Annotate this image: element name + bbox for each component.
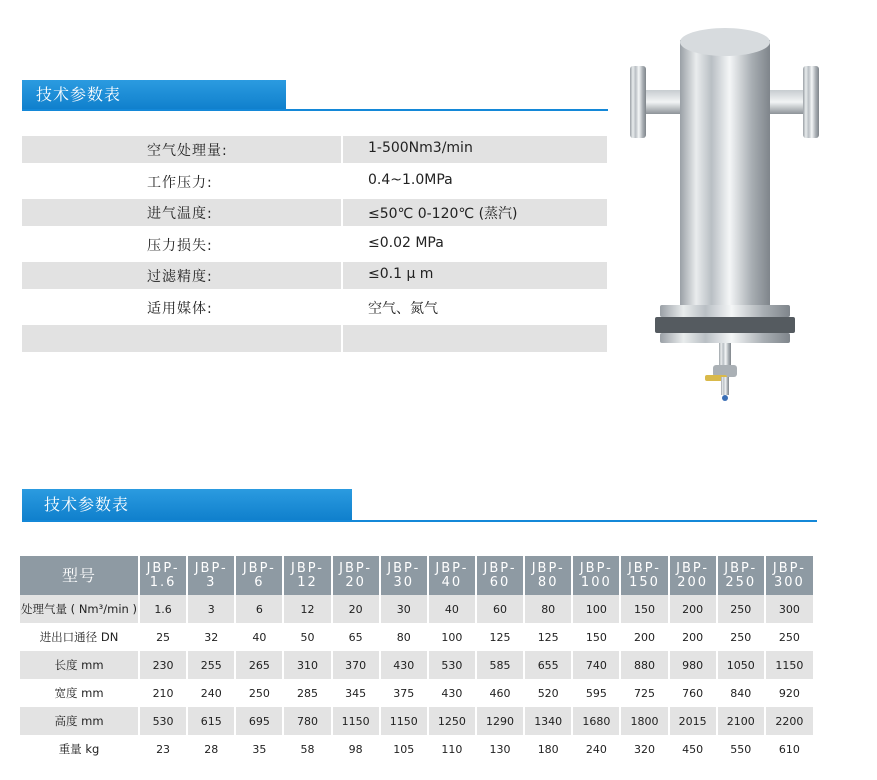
spec-label: 压力损失: <box>147 237 213 254</box>
table-cell: 230 <box>139 651 187 679</box>
table-cell: 740 <box>572 651 620 679</box>
row-label: 长度 mm <box>20 651 139 679</box>
table-cell: 150 <box>620 595 668 623</box>
model-header-cell: JBP- 300 <box>765 556 813 595</box>
spec-value: ≤50℃ 0-120℃ (蒸汽) <box>368 206 518 222</box>
table-cell: 1290 <box>476 707 524 735</box>
filter-product-image <box>625 20 825 405</box>
table-cell: 180 <box>524 735 572 763</box>
table-cell: 595 <box>572 679 620 707</box>
table-cell: 920 <box>765 679 813 707</box>
table-cell: 695 <box>235 707 283 735</box>
table-cell: 40 <box>428 595 476 623</box>
table-cell: 30 <box>380 595 428 623</box>
spec-value: ≤0.02 MPa <box>368 234 444 251</box>
table-cell: 28 <box>187 735 235 763</box>
table-cell: 98 <box>332 735 380 763</box>
table-cell: 250 <box>235 679 283 707</box>
table-cell: 1150 <box>380 707 428 735</box>
table-cell: 100 <box>428 623 476 651</box>
table-cell: 250 <box>717 595 765 623</box>
model-table-header <box>20 556 813 595</box>
model-header-label: 型号 <box>20 556 139 595</box>
table-cell: 32 <box>187 623 235 651</box>
table-cell: 840 <box>717 679 765 707</box>
table-cell: 80 <box>380 623 428 651</box>
section-header-1 <box>22 80 608 112</box>
model-table-row <box>20 707 813 735</box>
table-cell: 460 <box>476 679 524 707</box>
table-cell: 25 <box>139 623 187 651</box>
model-table-row <box>20 679 813 707</box>
spec-label-cell <box>22 168 341 195</box>
table-cell: 285 <box>283 679 331 707</box>
model-header-cell: JBP- 1.6 <box>139 556 187 595</box>
spec-value: 空气、氮气 <box>368 300 438 317</box>
model-header-cell: JBP- 40 <box>428 556 476 595</box>
table-cell: 255 <box>187 651 235 679</box>
model-header-cell: JBP- 80 <box>524 556 572 595</box>
table-cell: 210 <box>139 679 187 707</box>
table-cell: 520 <box>524 679 572 707</box>
spec-label: 空气处理量: <box>147 143 228 159</box>
spec-label-cell <box>22 136 341 163</box>
spec-label-cell <box>22 325 341 352</box>
section-header-2 <box>22 489 817 523</box>
table-cell: 310 <box>283 651 331 679</box>
section-divider-1 <box>22 109 608 111</box>
table-cell: 880 <box>620 651 668 679</box>
table-cell: 23 <box>139 735 187 763</box>
table-cell: 760 <box>669 679 717 707</box>
table-cell: 40 <box>235 623 283 651</box>
spec-row <box>22 136 607 168</box>
spec-value-cell <box>343 231 607 258</box>
table-cell: 100 <box>572 595 620 623</box>
table-cell: 615 <box>187 707 235 735</box>
table-cell: 250 <box>765 623 813 651</box>
model-table-row <box>20 651 813 679</box>
spec-table <box>22 136 607 357</box>
table-cell: 1.6 <box>139 595 187 623</box>
spec-value: ≤0.1 μ m <box>368 266 434 282</box>
row-label: 重量 kg <box>58 742 100 756</box>
table-cell: 585 <box>476 651 524 679</box>
spec-row <box>22 231 607 263</box>
table-cell: 1340 <box>524 707 572 735</box>
row-label: 处理气量 ( Nm³/min ) <box>20 595 139 623</box>
model-table-row <box>20 623 813 651</box>
model-header-cell: JBP- 60 <box>476 556 524 595</box>
model-header-cell: JBP- 100 <box>572 556 620 595</box>
table-cell: 58 <box>283 735 331 763</box>
section-title-1: 技术参数表 <box>22 80 286 110</box>
table-cell: 65 <box>332 623 380 651</box>
table-cell: 200 <box>669 623 717 651</box>
spec-label: 适用媒体: <box>147 300 213 317</box>
table-cell: 980 <box>669 651 717 679</box>
table-cell: 60 <box>476 595 524 623</box>
section-divider-2 <box>22 520 817 522</box>
spec-row <box>22 168 607 200</box>
table-cell: 240 <box>187 679 235 707</box>
model-header-cell: JBP- 12 <box>283 556 331 595</box>
table-cell: 780 <box>283 707 331 735</box>
table-cell: 345 <box>332 679 380 707</box>
table-cell: 2015 <box>669 707 717 735</box>
spec-label-cell <box>22 262 341 289</box>
spec-value: 0.4~1.0MPa <box>368 171 453 188</box>
spec-row <box>22 294 607 326</box>
model-header-cell: JBP- 6 <box>235 556 283 595</box>
model-table-row <box>20 595 813 623</box>
spec-value-cell <box>343 168 607 195</box>
table-cell: 20 <box>332 595 380 623</box>
model-table <box>20 556 813 763</box>
table-cell: 370 <box>332 651 380 679</box>
table-cell: 3 <box>187 595 235 623</box>
table-cell: 2200 <box>765 707 813 735</box>
spec-label-cell <box>22 199 341 226</box>
table-cell: 150 <box>572 623 620 651</box>
spec-value-cell <box>343 199 607 226</box>
table-cell: 35 <box>235 735 283 763</box>
table-cell: 430 <box>428 679 476 707</box>
table-cell: 200 <box>620 623 668 651</box>
table-cell: 200 <box>669 595 717 623</box>
table-cell: 12 <box>283 595 331 623</box>
table-cell: 1150 <box>765 651 813 679</box>
table-cell: 1680 <box>572 707 620 735</box>
row-label: 高度 mm <box>20 707 139 735</box>
table-cell: 110 <box>428 735 476 763</box>
table-cell: 265 <box>235 651 283 679</box>
model-header-cell: JBP- 20 <box>332 556 380 595</box>
table-cell: 300 <box>765 595 813 623</box>
table-cell: 80 <box>524 595 572 623</box>
table-cell: 610 <box>765 735 813 763</box>
section-title-2: 技术参数表 <box>22 489 352 521</box>
table-cell: 125 <box>476 623 524 651</box>
row-label: 进出口通径 DN <box>39 630 119 644</box>
spec-row <box>22 262 607 294</box>
model-header-cell: JBP- 200 <box>669 556 717 595</box>
table-cell: 240 <box>572 735 620 763</box>
table-cell: 6 <box>235 595 283 623</box>
table-cell: 655 <box>524 651 572 679</box>
spec-label-cell <box>22 231 341 258</box>
table-cell: 530 <box>428 651 476 679</box>
table-cell: 105 <box>380 735 428 763</box>
spec-value-cell <box>343 294 607 321</box>
table-cell: 1050 <box>717 651 765 679</box>
spec-value-cell <box>343 325 607 352</box>
spec-row <box>22 199 607 231</box>
spec-value: 1-500Nm3/min <box>368 140 473 156</box>
spec-label: 进气温度: <box>147 206 213 222</box>
spec-label: 过滤精度: <box>147 269 213 285</box>
spec-label: 工作压力: <box>147 174 213 191</box>
table-cell: 450 <box>669 735 717 763</box>
spec-value-cell <box>343 262 607 289</box>
model-header-cell: JBP- 150 <box>620 556 668 595</box>
table-cell: 1800 <box>620 707 668 735</box>
spec-row <box>22 325 607 357</box>
table-cell: 2100 <box>717 707 765 735</box>
table-cell: 130 <box>476 735 524 763</box>
table-cell: 550 <box>717 735 765 763</box>
table-cell: 125 <box>524 623 572 651</box>
table-cell: 320 <box>620 735 668 763</box>
table-cell: 250 <box>717 623 765 651</box>
table-cell: 725 <box>620 679 668 707</box>
row-label: 宽度 mm <box>54 686 104 700</box>
table-cell: 50 <box>283 623 331 651</box>
table-cell: 1250 <box>428 707 476 735</box>
table-cell: 375 <box>380 679 428 707</box>
model-header-cell: JBP- 250 <box>717 556 765 595</box>
table-cell: 530 <box>139 707 187 735</box>
model-header-cell: JBP- 3 <box>187 556 235 595</box>
table-cell: 1150 <box>332 707 380 735</box>
spec-label-cell <box>22 294 341 321</box>
table-cell: 430 <box>380 651 428 679</box>
model-header-cell: JBP- 30 <box>380 556 428 595</box>
model-table-row <box>20 735 813 763</box>
spec-value-cell <box>343 136 607 163</box>
